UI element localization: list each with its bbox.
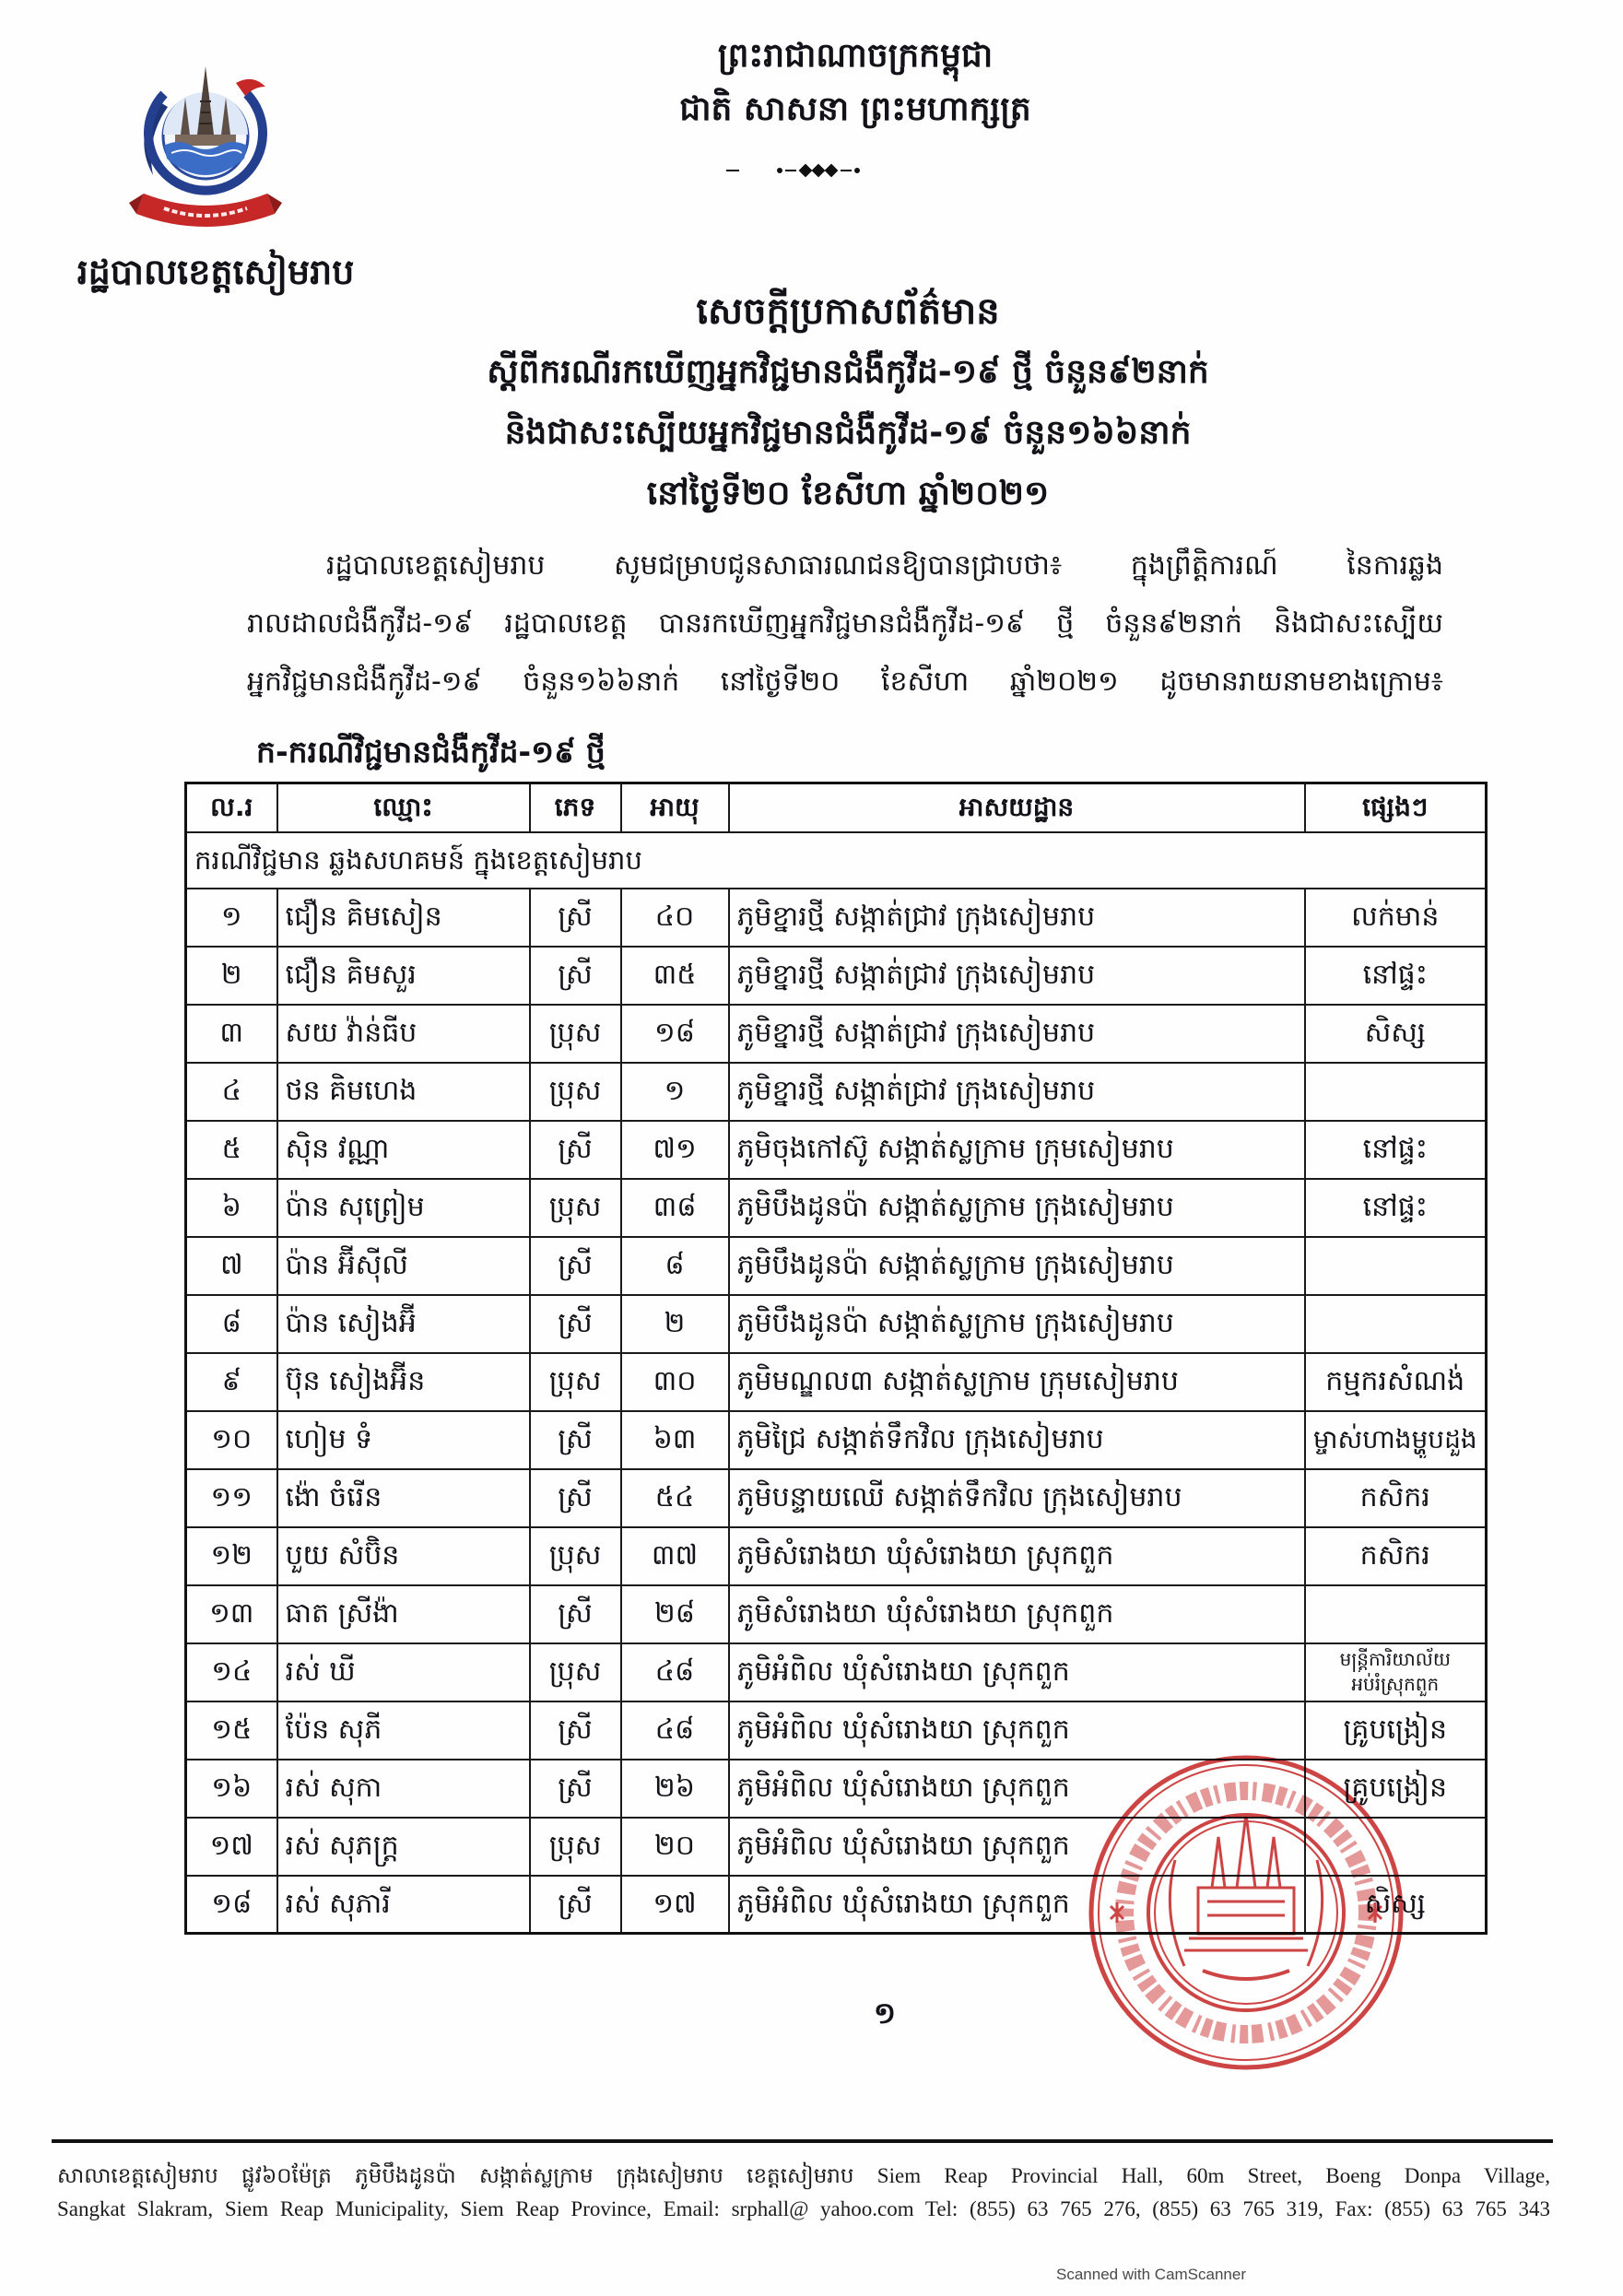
cell-address-text: ភូមិខ្នារថ្មី សង្កាត់ជ្រាវ ក្រុងសៀមរាប [736,1017,1096,1050]
cell-sex-text: ស្រី [558,1133,593,1166]
cases-table-body [186,832,1487,1934]
footer-divider [52,2139,1553,2143]
cell-age-text: ២ [664,1307,686,1340]
cell-age-text: ៣៧ [651,1539,699,1572]
footer-address-line-1: សាលាខេត្តសៀមរាប ផ្លូវ៦០ម៉ែត្រ ភូមិបឹងដូនប៉ា សង្កាត់ស្លក្រាម ក្រុងសៀមរាប ខេត្តសៀមរាប Siem Reap Provincial Hall, 60m Street, Boeng Donpa Village, [57,2164,1550,2187]
table-row [186,1876,1487,1934]
cell-sex-text: ស្រី [558,1423,593,1456]
cell-sex [530,1818,621,1876]
group-label: ករណីវិជ្ជមាន ឆ្លងសហគមន៍ ក្នុងខេត្តសៀមរាប [194,843,642,876]
header-row [186,783,1487,832]
title-line-4: នៅថ្ងៃទី២០ ខែសីហា ឆ្នាំ២០២១ [646,475,1050,512]
cell-other [1305,1063,1487,1121]
col-header-age [621,783,729,832]
cell-age-text: ៥៤ [654,1481,695,1514]
cell-no [186,1005,277,1063]
cell-sex [530,1701,621,1760]
cell-address-text: ភូមិចុងកៅស៊ូ សង្កាត់ស្លក្រាម ក្រុមសៀមរាប [736,1133,1174,1166]
cell-other [1305,889,1487,947]
table-row [186,1121,1487,1179]
cell-address-text: ភូមិអំពិល ឃុំសំរោងយា ស្រុកពួក [736,1830,1070,1863]
announcement-title [295,281,1401,524]
cell-no-text: ៧ [219,1249,243,1282]
cell-other [1305,1411,1487,1469]
cell-no [186,1179,277,1237]
cell-name [277,947,530,1005]
cell-address [729,1237,1305,1295]
cell-age [621,1353,729,1411]
cell-sex-text: ស្រី [558,1597,593,1631]
table-row [186,1760,1487,1818]
cell-sex [530,947,621,1005]
cell-no-text: ៦ [221,1191,241,1224]
cell-other-text: នៅផ្ទះ [1362,959,1428,992]
cell-other-text: អប់រំស្រុកពួក [1351,1673,1440,1695]
cell-sex [530,1237,621,1295]
cell-other [1305,1353,1487,1411]
cell-sex [530,1179,621,1237]
cell-name [277,1063,530,1121]
cell-no-text: ៥ [221,1133,241,1166]
cell-address-text: ភូមិខ្នារថ្មី សង្កាត់ជ្រាវ ក្រុងសៀមរាប [736,1075,1096,1108]
group-row [186,832,1487,889]
cell-other [1305,1876,1487,1934]
cell-no-text: ៤ [221,1075,241,1108]
cell-address [729,1411,1305,1469]
cell-age [621,1527,729,1585]
table-row [186,1063,1487,1121]
header-ornament-divider [723,160,879,181]
cell-name [277,1469,530,1527]
col-header-label: ភេទ [554,792,596,823]
cell-address [729,1760,1305,1818]
cell-name-text: សយ វ៉ាន់ធីប [285,1017,418,1050]
kingdom-header [441,29,1270,136]
cell-other-text: កសិករ [1359,1539,1430,1572]
cell-sex [530,1760,621,1818]
cell-no [186,889,277,947]
cell-no-text: ១៣ [209,1597,254,1631]
kingdom-name: ព្រះរាជាណាចក្រកម្ពុជា [717,37,994,75]
cell-sex [530,1527,621,1585]
table-row [186,1353,1487,1411]
cell-name-text: ស៊ិន វណ្ណា [285,1133,390,1166]
cell-address [729,1179,1305,1237]
cell-sex [530,1353,621,1411]
cell-sex [530,1411,621,1469]
cell-sex-text: ស្រី [558,959,593,992]
cell-no [186,1295,277,1353]
cell-name [277,1295,530,1353]
cell-address-text: ភូមិបឹងដូនប៉ា សង្កាត់ស្លក្រាម ក្រុងសៀមរាប [736,1191,1174,1224]
cell-sex [530,1005,621,1063]
scanner-watermark: Scanned with CamScanner [1056,2266,1247,2283]
cell-name-text: ធាត ស្រីង៉ា [285,1597,399,1631]
cell-address-text: ភូមិខ្នារថ្មី សង្កាត់ជ្រាវ ក្រុងសៀមរាប [736,901,1096,934]
cell-other [1305,1005,1487,1063]
cell-name-text: បួយ សំប៊ិន [285,1539,400,1572]
cell-address-text: ភូមិបឹងដូនប៉ា សង្កាត់ស្លក្រាម ក្រុងសៀមរាប [736,1307,1174,1340]
cell-sex-text: ស្រី [558,1888,593,1920]
cell-no-text: ៨ [221,1307,241,1340]
cell-other-text: កម្មករសំណង់ [1325,1365,1465,1398]
cell-no [186,1818,277,1876]
cell-age [621,1469,729,1527]
cell-age-text: ២៦ [654,1772,695,1805]
cell-other [1305,1469,1487,1527]
cell-no [186,1063,277,1121]
cell-other-text: គ្រូបង្រៀន [1343,1772,1447,1805]
cell-address [729,1818,1305,1876]
cell-age-text: ៤៨ [654,1655,695,1689]
cell-address [729,1527,1305,1585]
col-header-name [277,783,530,832]
cell-other-text: នៅផ្ទះ [1362,1133,1428,1166]
cell-age-text: ១ [664,1075,686,1108]
cell-no [186,1760,277,1818]
col-header-label: អាសយដ្ឋាន [959,792,1075,823]
cell-age-text: ១៧ [653,1888,697,1920]
cell-age [621,1411,729,1469]
cell-address [729,889,1305,947]
cell-sex-text: ប្រុស [548,1655,602,1689]
cell-address [729,1701,1305,1760]
cell-name [277,1237,530,1295]
cell-address-text: ភូមិបឹងដូនប៉ា សង្កាត់ស្លក្រាម ក្រុងសៀមរាប [736,1249,1174,1282]
cell-no [186,1121,277,1179]
cell-address [729,1876,1305,1934]
cell-other [1305,1237,1487,1295]
cell-age-text: ៤០ [654,901,695,934]
cell-address-text: ភូមិខ្នារថ្មី សង្កាត់ជ្រាវ ក្រុងសៀមរាប [736,959,1096,992]
cell-other-text: សិស្ស [1364,1888,1426,1920]
col-header-label: អាយុ [650,792,700,823]
cell-other [1305,1643,1487,1701]
cell-age-text: ២០ [654,1830,695,1863]
table-row [186,947,1487,1005]
cell-name-text: ថន គិមហេង [285,1075,418,1108]
cell-other-text: នៅផ្ទះ [1362,1191,1428,1224]
section-heading: ក-ករណីវិជ្ជមានជំងឺកូវីដ-១៩ ថ្មី [256,734,606,770]
cell-no [186,1643,277,1701]
cell-sex-text: ស្រី [558,1713,593,1747]
cell-no [186,1701,277,1760]
table-row [186,889,1487,947]
cell-sex-text: ស្រី [558,1307,593,1340]
cell-address [729,1121,1305,1179]
cell-age [621,1876,729,1934]
cell-no-text: ១ [220,901,242,934]
cell-sex-text: ប្រុស [548,1539,602,1572]
page-number: ១ [873,1996,897,2031]
cell-address-text: ភូមិអំពិល ឃុំសំរោងយា ស្រុកពួក [736,1713,1070,1747]
cell-no-text: ១៨ [211,1888,253,1920]
cell-no-text: ៣ [219,1017,244,1050]
cell-other [1305,1527,1487,1585]
cell-other-text: កសិករ [1359,1481,1430,1514]
cell-other [1305,1585,1487,1643]
cell-no-text: ១៤ [211,1655,253,1689]
cell-name [277,1701,530,1760]
col-header-no [186,783,277,832]
cell-no-text: ១៦ [211,1772,253,1805]
cell-age [621,1643,729,1701]
cell-no-text: ១១ [210,1481,253,1514]
cell-age [621,947,729,1005]
cell-no [186,1527,277,1585]
cell-age-text: ៣០ [653,1365,697,1398]
cell-other-text: លក់មាន់ [1351,901,1440,934]
cell-name-text: ហៀម ទំ [285,1423,373,1456]
cell-address [729,1585,1305,1643]
cell-sex-text: ប្រុស [548,1017,602,1050]
body-line-2: រាលដាលជំងឺកូវីដ-១៩ រដ្ឋបាលខេត្ត បានរកឃើញអ្នកវិជ្ជមានជំងឺកូវីដ-១៩ ថ្មី ចំនួន៩២នាក់ និងជាសះស្បើយ [247,607,1443,640]
footer-address-line-2: Sangkat Slakram, Siem Reap Municipality, Siem Reap Province, Email: srphall@ yahoo.com Tel: (855) 63 765 276, (855) 63 765 319, Fax: (855) 63 765 343 [57,2197,1550,2220]
cell-sex-text: ប្រុស [548,1830,602,1863]
cell-name-text: ប៉ាន សុព្រៀម [285,1191,425,1224]
cell-other-text: ម្ចាស់ហាងម្ហូបដួង [1312,1423,1477,1454]
cell-name [277,1527,530,1585]
cell-sex [530,1469,621,1527]
table-row [186,1005,1487,1063]
cell-other [1305,947,1487,1005]
cell-other [1305,1701,1487,1760]
cell-other [1305,1179,1487,1237]
title-line-1: សេចក្តីប្រកាសព័ត៌មាន [696,290,1000,333]
cell-sex-text: ស្រី [558,1772,593,1805]
cases-table [184,782,1488,1935]
cell-age-text: ៤៨ [654,1713,695,1747]
table-row [186,1643,1487,1701]
cell-other [1305,1818,1487,1876]
cell-no [186,1876,277,1934]
col-header-label: ផ្សេងៗ [1362,792,1429,823]
table-row [186,1527,1487,1585]
cell-age-text: ៣៨ [653,1191,697,1224]
cell-sex-text: ប្រុស [548,1075,602,1108]
body-line-3: អ្នកវិជ្ជមានជំងឺកូវីដ-១៩ ចំនួន១៦៦នាក់ នៅថ្ងៃទី២០ ខែសីហា ឆ្នាំ២០២១ ដូចមានរាយនាមខាងក្រោម៖ [247,665,1443,698]
cell-address-text: ភូមិអំពិល ឃុំសំរោងយា ស្រុកពួក [736,1888,1070,1920]
cell-name [277,1179,530,1237]
cell-address-text: ភូមិមណ្ឌល៣ សង្កាត់ស្លក្រាម ក្រុមសៀមរាប [736,1365,1179,1398]
issuer-name: រដ្ឋបាលខេត្តសៀមរាប [76,252,355,292]
cell-name [277,1005,530,1063]
table-row [186,1701,1487,1760]
cell-name-text: រស់ សុភារី [285,1888,391,1920]
cell-age-text: ៨ [664,1249,685,1282]
cell-name-text: ប៊ុន សៀងអ៊ីន [285,1365,426,1398]
national-motto: ជាតិ សាសនា ព្រះមហាក្សត្រ [679,90,1031,128]
body-line-1: រដ្ឋបាលខេត្តសៀមរាប សូមជម្រាបជូនសាធារណជនឱ្យបានជ្រាបថា៖ ក្នុងព្រឹត្តិការណ៍ នៃការឆ្លង [326,549,1443,582]
cell-address-text: ភូមិសំរោងយា ឃុំសំរោងយា ស្រុកពួក [736,1597,1114,1631]
col-header-sex [530,783,621,832]
cell-no [186,947,277,1005]
cell-address [729,1295,1305,1353]
cell-age-text: ២៨ [654,1597,695,1631]
cell-address [729,1469,1305,1527]
cell-address [729,1643,1305,1701]
table-row [186,1295,1487,1353]
col-header-label: ឈ្មោះ [373,792,433,823]
cell-sex-text: ប្រុស [548,1191,602,1224]
cell-age [621,1121,729,1179]
cell-name-text: រស់ ឃី [285,1655,356,1689]
cell-address [729,1005,1305,1063]
cell-age [621,1063,729,1121]
table-row [186,1469,1487,1527]
cell-name [277,1121,530,1179]
cell-no [186,1237,277,1295]
cell-name [277,1585,530,1643]
cell-sex [530,1585,621,1643]
cell-age [621,1585,729,1643]
cell-age-text: ៣៥ [653,959,697,992]
cell-no-text: ១៥ [211,1713,253,1747]
cell-address [729,1353,1305,1411]
cell-name [277,1353,530,1411]
cell-name-text: ង៉ោ ចំរើន [285,1481,382,1514]
cell-other-text: គ្រូបង្រៀន [1343,1713,1447,1747]
table-row [186,1237,1487,1295]
cell-address-text: ភូមិអំពិល ឃុំសំរោងយា ស្រុកពួក [736,1655,1070,1689]
cell-no-text: ១០ [211,1423,253,1456]
title-line-2: ស្តីពីករណីរកឃើញអ្នកវិជ្ជមានជំងឺកូវីដ-១៩ ថ្មី ចំនួន៩២នាក់ [487,353,1209,391]
cell-name-text: រស់ សុភក្ត្រ [285,1830,399,1863]
cell-age-text: ១៨ [654,1017,695,1050]
cell-other [1305,1121,1487,1179]
table-row [186,1585,1487,1643]
cell-name [277,1760,530,1818]
col-header-address [729,783,1305,832]
cell-address-text: ភូមិបន្ទាយឈើ សង្កាត់ទឹកវិល ក្រុងសៀមរាប [736,1481,1182,1514]
cell-other [1305,1295,1487,1353]
cell-address-text: ភូមិអំពិល ឃុំសំរោងយា ស្រុកពួក [736,1772,1070,1805]
cell-address-text: ភូមិជ្រៃ សង្កាត់ទឹកវិល ក្រុងសៀមរាប [736,1423,1104,1456]
cell-other-text: មន្ត្រីការិយាល័យ [1339,1648,1451,1670]
cell-address [729,947,1305,1005]
table-row [186,1818,1487,1876]
cell-sex [530,1295,621,1353]
col-header-other [1305,783,1487,832]
cell-other-text: សិស្ស [1364,1017,1426,1050]
cell-name-text: ជឿន គិមសៀន [285,901,442,934]
cell-sex-text: ស្រី [558,1249,593,1282]
cell-age [621,1179,729,1237]
cell-name-text: រស់ សុកា [285,1772,382,1805]
cell-no-text: ៩ [221,1365,241,1398]
cell-sex-text: ស្រី [558,901,593,934]
cell-age [621,1237,729,1295]
cell-age [621,889,729,947]
cell-age-text: ៧១ [653,1133,697,1166]
cell-no-text: ២ [220,959,242,992]
cell-age [621,1005,729,1063]
table-row [186,1179,1487,1237]
cell-name-text: ជឿន គិមសួរ [285,959,417,992]
cell-no [186,1469,277,1527]
cell-no-text: ១២ [210,1539,253,1572]
cell-other [1305,1760,1487,1818]
cell-age [621,1295,729,1353]
cell-sex [530,1063,621,1121]
cell-name-text: ប៉ាន អ៊ីស៊ីលី [285,1249,408,1282]
cell-name [277,1876,530,1934]
cell-age [621,1701,729,1760]
cell-name [277,889,530,947]
cell-name [277,1643,530,1701]
cell-name [277,1818,530,1876]
cell-sex-text: ស្រី [558,1481,593,1514]
cell-age-text: ៦៣ [653,1423,697,1456]
cell-name [277,1411,530,1469]
table-row [186,1411,1487,1469]
title-line-3: និងជាសះស្បើយអ្នកវិជ្ជមានជំងឺកូវីដ-១៩ ចំនួន១៦៦នាក់ [504,414,1192,452]
cell-name-text: ប៉ាន សៀងអ៊ី [285,1307,417,1340]
cell-no [186,1585,277,1643]
cell-sex [530,889,621,947]
col-header-label: ល.រ [210,792,253,823]
cell-address [729,1063,1305,1121]
cell-no [186,1353,277,1411]
cell-address-text: ភូមិសំរោងយា ឃុំសំរោងយា ស្រុកពួក [736,1539,1114,1572]
provincial-emblem-icon [127,46,284,236]
cell-no-text: ១៧ [209,1830,253,1863]
cell-sex [530,1643,621,1701]
cell-sex [530,1121,621,1179]
cell-age [621,1818,729,1876]
cell-sex-text: ប្រុស [548,1365,602,1398]
group-label-cell [186,832,1487,889]
cell-age [621,1760,729,1818]
cell-name-text: ប៉ែន សុភី [285,1713,382,1747]
cell-no [186,1411,277,1469]
announcement-body [247,536,1443,711]
cases-table-header [186,783,1487,832]
cell-sex [530,1876,621,1934]
